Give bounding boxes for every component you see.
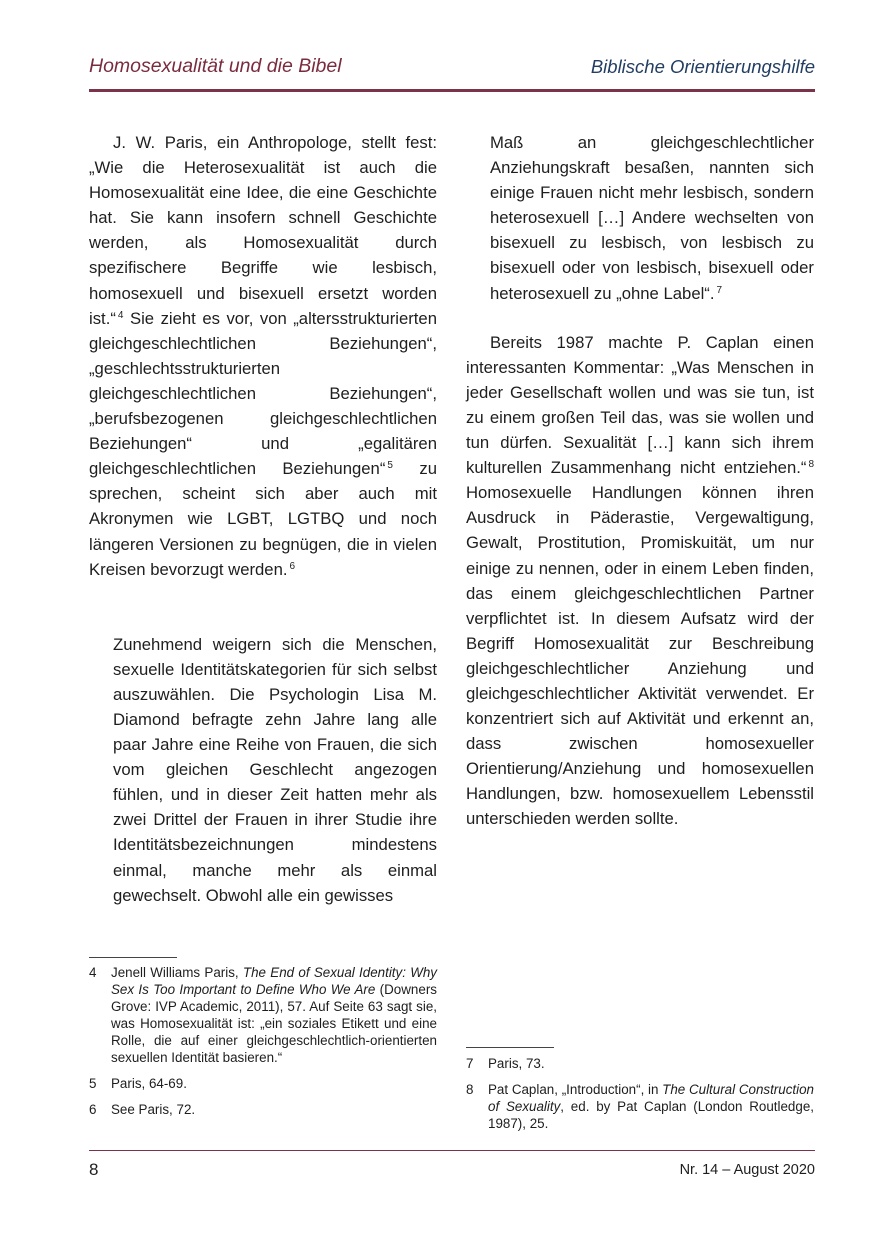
- running-title-right: Biblische Orientierungshilfe: [590, 56, 815, 77]
- footnote-ref: 5: [387, 460, 393, 472]
- footnote-separator: [466, 1047, 554, 1048]
- footnote: 6 See Paris, 72.: [89, 1102, 196, 1117]
- body-paragraph-paris: J. W. Paris, ein Anthropologe, stellt fest: „Wie die Heterosexualität ist auch die Homosexualität eine Idee, die eine Geschichte hat. Sie kann insofern schnell Geschichte werden, als Homosexualität durch spezifischere Begriffe wie lesbisch, homosexuell und bisexuell ersetzt worden ist.“ $^4$ Sie zieht es vor, von „altersstrukturierten gleichgeschlechtlichen Beziehungen“, „geschlechtsstrukturierten gleichgeschlechtlichen Beziehungen“, „berufsbezogenen gleichgeschlechtlichen Beziehungen“ und „egalitären gleichgeschlechtlichen Beziehungen“ $^5$ zu sprechen, scheint sich aber auch mit Akronymen wie LGBT, LGTBQ und noch längeren Versionen zu begnügen, die in vielen Kreisen bevorzugt werden. $^6$: [89, 133, 437, 579]
- footnote-ref: 6: [289, 560, 296, 572]
- footer-rule: [89, 1150, 815, 1151]
- body-paragraph-caplan: Bereits 1987 machte P. Caplan einen interessanten Kommentar: „Was Menschen in jeder Gesellschaft wollen und was sie tun, ist zu einem großen Teil das, was sie wollen und tun dürfen. Sexualität […] kann sich ihrem kulturellen Zusammenhang nicht entziehen.“ $^8$ Homosexuelle Handlungen können ihren Ausdruck in Päderastie, Vergewaltigung, Gewalt, Prostitution, Promiskuität, um nur einige zu nennen, oder in einem Leben finden, das einem gleichgeschlechtlichen Partner verpflichtet ist. In diesem Aufsatz wird der Begriff Homosexualität zur Beschreibung gleichgeschlechtlicher Anziehung und gleichgeschlechtlicher Aktivität verwendet. Er konzentriert sich auf Aktivität und erkennt an, dass zwischen homosexueller Orientierung/Anziehung und homosexuellen Handlungen, bzw. homosexuellem Lebensstil unterschieden werden sollte.: [466, 332, 814, 829]
- page-number: 8: [89, 1160, 99, 1179]
- footnote-ref: 4: [117, 309, 124, 321]
- footnote-ref: 8: [808, 459, 814, 471]
- footnote: 8 Pat Caplan, „Introduction“, in The Cultural Construction of Sexuality, ed. by Pat Caplan (London Routledge, 1987), 25.: [466, 1082, 815, 1131]
- footnote-ref: 7: [716, 284, 723, 296]
- right-column: [466, 130, 814, 832]
- footnote: 7 Paris, 73.: [466, 1056, 545, 1071]
- footnotes-right: [466, 1055, 814, 1141]
- issue-label: Nr. 14 – August 2020: [679, 1162, 815, 1178]
- footnote: 5 Paris, 64-69.: [89, 1076, 187, 1091]
- block-quote-continued: Maß an gleichgeschlechtlicher Anziehungskraft besaßen, nannten sich einige Frauen nicht mehr lesbisch, sondern heterosexuell […] Andere wechselten von bisexuell zu lesbisch, von lesbisch zu bisexuell oder von lesbisch, bisexuell oder heterosexuell zu „ohne Label“. $^7$: [490, 133, 814, 303]
- left-column: [89, 130, 437, 908]
- block-quote: Zunehmend weigern sich die Menschen, sexuelle Identitätskategorien für sich selbst auszuwählen. Die Psychologin Lisa M. Diamond befragte zehn Jahre lang alle paar Jahre eine Reihe von Frauen, die sich vom gleichen Geschlecht angezogen fühlen, und in dieser Zeit hatten mehr als zwei Drittel der Frauen in ihrer Studie ihre Identitätsbezeichnungen mindestens einmal, manche mehr als einmal gewechselt. Obwohl alle ein gewisses: [113, 634, 437, 905]
- header-rule: [89, 89, 815, 92]
- footnote-separator: [89, 957, 177, 958]
- running-title-left: Homosexualität und die Bibel: [89, 55, 342, 77]
- footnotes-left: [89, 964, 437, 1127]
- footnote: 4 Jenell Williams Paris, The End of Sexual Identity: Why Sex Is Too Important to Define Who We Are (Downers Grove: IVP Academic, 2011), 57. Auf Seite 63 sagt sie, was Homosexualität ist: „ein soziales Etikett und eine Rolle, die auf einer gleichgeschlechtlich-orientierten sexuellen Identität basieren.“: [89, 965, 437, 1065]
